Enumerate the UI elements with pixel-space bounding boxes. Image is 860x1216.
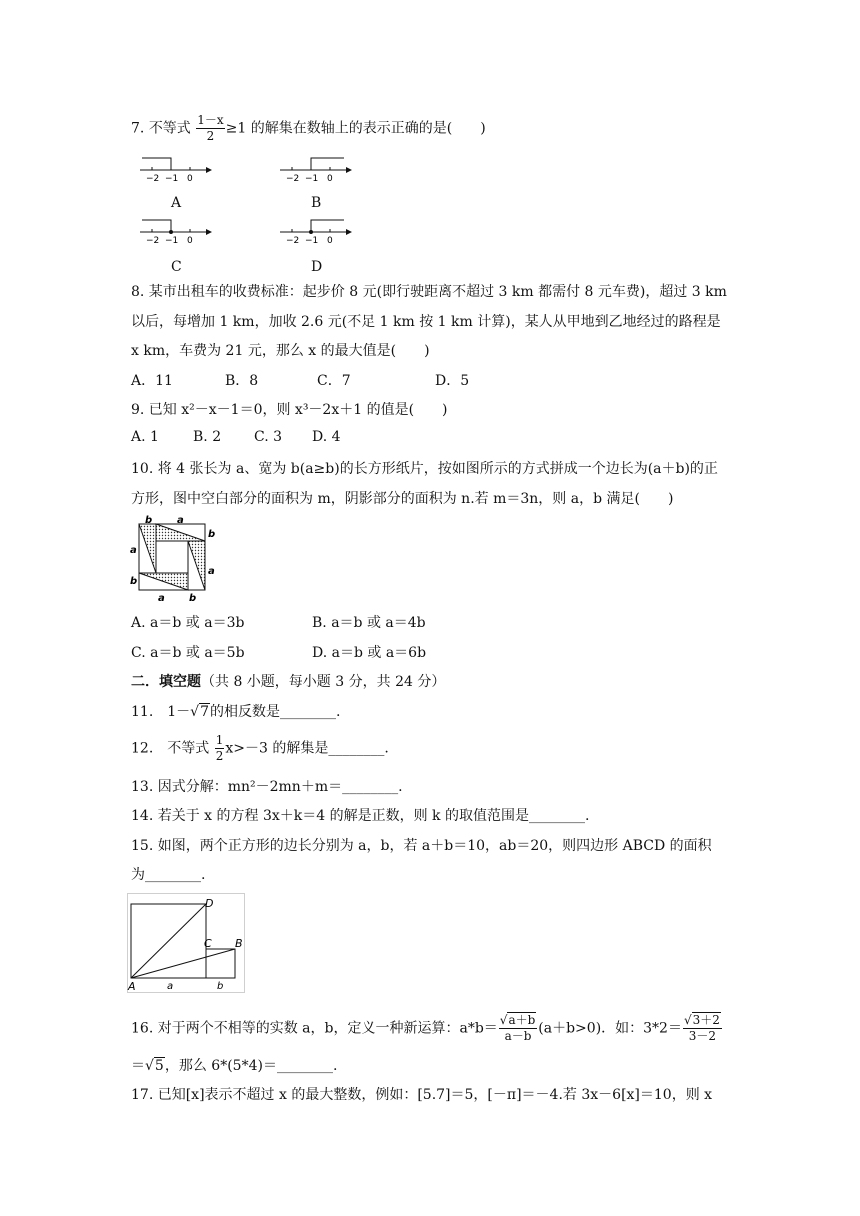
fig-label-a: a bbox=[130, 545, 137, 556]
q8-option-c[interactable]: C．7 bbox=[317, 373, 351, 389]
tick-label: −2 bbox=[146, 174, 160, 183]
fig-label-a: a bbox=[158, 593, 165, 603]
q17-line1: 17. 已知[x]表示不超过 x 的最大整数，例如：[5.7]＝5，[－π]＝－4.若 3x－6[x]＝10，则 x bbox=[131, 1087, 713, 1103]
fig-label-C: C bbox=[204, 937, 212, 950]
fig-label-b: b bbox=[217, 981, 224, 992]
q10-option-d[interactable]: D. a＝b 或 a＝6b bbox=[312, 645, 427, 661]
q14-stem: 14. 若关于 x 的方程 3x＋k＝4 的解是正数，则 k 的取值范围是________. bbox=[131, 808, 590, 824]
q16-radicand: 5 bbox=[154, 1058, 164, 1074]
fig-label-D: D bbox=[205, 897, 214, 910]
q10-pinwheel-figure bbox=[125, 513, 217, 603]
tick-label: −1 bbox=[165, 174, 179, 183]
q9-option-c[interactable]: C. 3 bbox=[254, 429, 283, 445]
q8-option-d[interactable]: D．5 bbox=[435, 373, 470, 389]
q16-fraction-def: $\frac{√a+b}{a-b}$ bbox=[499, 1013, 536, 1043]
q7-option-b-label[interactable]: B bbox=[311, 195, 322, 211]
fig-label-b: b bbox=[189, 593, 197, 603]
q10-options-row2 bbox=[131, 642, 426, 662]
q10-line2: 方形，图中空白部分的面积为 m，阴影部分的面积为 n.若 m＝3n，则 a，b 满足( ) bbox=[131, 491, 674, 507]
tick-label: 0 bbox=[327, 174, 333, 183]
q12-stem: 12. 不等式 $\frac{1}{2}$ x>－3 的解集是________. bbox=[131, 733, 389, 763]
q16-line2: ＝√5，那么 6*(5*4)＝________. bbox=[131, 1058, 338, 1074]
q8-line3: x km，车费为 21 元，那么 x 的最大值是( ) bbox=[131, 343, 430, 359]
q9-options bbox=[131, 429, 341, 445]
tick-label: 0 bbox=[187, 236, 193, 245]
fig-label-A: A bbox=[128, 980, 136, 993]
q15-line2: 为________. bbox=[131, 867, 206, 883]
q7-stem: 7. 不等式 $\frac{1-x}{2}$ ≥1 的解集在数轴上的表示正确的是( ) bbox=[131, 113, 486, 143]
tick-label: −2 bbox=[286, 174, 300, 183]
fig-label-a: a bbox=[167, 981, 174, 992]
fig-label-b: b bbox=[130, 576, 138, 587]
section2-desc: （共 8 小题，每小题 3 分，共 24 分） bbox=[201, 674, 446, 690]
section2-title: 二．填空题 bbox=[131, 674, 201, 690]
q15-line1: 15. 如图，两个正方形的边长分别为 a，b，若 a＋b＝10，ab＝20，则四边形 ABCD 的面积 bbox=[131, 838, 712, 854]
q9-stem: 9. 已知 x²－x－1＝0，则 x³－2x＋1 的值是( ) bbox=[131, 402, 448, 418]
q7-option-d-label[interactable]: D bbox=[311, 259, 323, 275]
fig-label-b: b bbox=[208, 529, 216, 540]
fig-label-B: B bbox=[235, 937, 243, 950]
tick-label: −2 bbox=[286, 236, 300, 245]
fig-label-a: a bbox=[208, 566, 215, 577]
q8-options bbox=[131, 370, 469, 390]
q11-stem: 11. 1－√7的相反数是________. bbox=[131, 704, 341, 720]
q7-numberline-c bbox=[138, 217, 213, 245]
q8-line1: 8. 某市出租车的收费标准：起步价 8 元(即行驶距离不超过 3 km 都需付 8 元车费)，超过 3 km bbox=[131, 284, 727, 300]
tick-label: −1 bbox=[305, 174, 319, 183]
q8-line2: 以后，每增加 1 km，加收 2.6 元(不足 1 km 按 1 km 计算)，某人从甲地到乙地经过的路程是 bbox=[131, 314, 721, 330]
q7-numberline-d bbox=[278, 217, 353, 245]
q12-fraction: $\frac{1}{2}$ bbox=[215, 733, 224, 763]
q10-options-row1 bbox=[131, 612, 426, 632]
q8-option-a[interactable]: A．11 bbox=[131, 373, 173, 389]
q7-option-c-label[interactable]: C bbox=[171, 259, 182, 275]
q16-line1: 16. 对于两个不相等的实数 a，b，定义一种新运算：a*b＝ $\frac{√a+b}{a-b}$ (a＋b>0)．如：3*2＝ $\frac{√3+2}{3-2}$ bbox=[131, 1013, 720, 1043]
q7-numberline-b bbox=[278, 155, 353, 183]
q7-fraction: $\frac{1-x}{2}$ bbox=[197, 113, 224, 143]
q9-option-b[interactable]: B. 2 bbox=[193, 429, 222, 445]
q9-option-d[interactable]: D. 4 bbox=[312, 429, 341, 445]
tick-label: 0 bbox=[187, 174, 193, 183]
fig-label-b: b bbox=[145, 515, 153, 526]
tick-label: −1 bbox=[305, 236, 319, 245]
q10-option-a[interactable]: A. a＝b 或 a＝3b bbox=[131, 615, 245, 631]
section2-heading bbox=[131, 672, 445, 692]
q16-fraction-example: $\frac{√3+2}{3-2}$ bbox=[683, 1013, 720, 1043]
tick-label: −1 bbox=[165, 236, 179, 245]
q7-option-a-label[interactable]: A bbox=[171, 195, 182, 211]
q13-stem: 13. 因式分解：mn²－2mn＋m＝________. bbox=[131, 779, 403, 795]
tick-label: −2 bbox=[146, 236, 160, 245]
tick-label: 0 bbox=[327, 236, 333, 245]
q10-line1: 10. 将 4 张长为 a、宽为 b(a≥b)的长方形纸片，按如图所示的方式拼成一个边长为(a＋b)的正 bbox=[131, 461, 718, 477]
q10-option-c[interactable]: C. a＝b 或 a＝5b bbox=[131, 645, 245, 661]
fig-label-a: a bbox=[177, 515, 184, 526]
q11-radicand: 7 bbox=[200, 704, 210, 720]
q10-option-b[interactable]: B. a＝b 或 a＝4b bbox=[312, 615, 426, 631]
q9-option-a[interactable]: A. 1 bbox=[131, 429, 159, 445]
q7-numberline-a bbox=[138, 155, 213, 183]
q8-option-b[interactable]: B．8 bbox=[225, 373, 259, 389]
q15-squares-figure bbox=[127, 893, 245, 993]
